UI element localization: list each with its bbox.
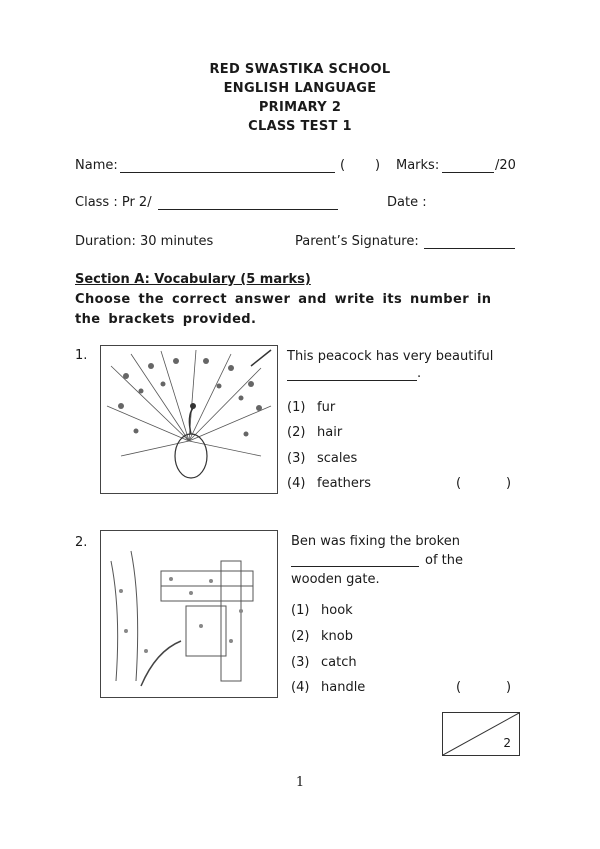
option-text: knob xyxy=(321,629,353,644)
option-text: hair xyxy=(317,425,343,440)
test-title: CLASS TEST 1 xyxy=(248,119,352,134)
option-3 xyxy=(287,451,357,466)
subject-title: ENGLISH LANGUAGE xyxy=(223,81,377,96)
option-1 xyxy=(287,400,335,415)
signature-field[interactable] xyxy=(424,248,515,249)
signature-label: Parent’s Signature: xyxy=(295,234,419,249)
option-1 xyxy=(291,603,353,618)
option-3 xyxy=(291,655,357,670)
duration-text: Duration: 30 minutes xyxy=(75,234,214,249)
stem-period: . xyxy=(417,366,422,381)
answer-bracket-close: ) xyxy=(506,680,512,695)
class-label: Class : Pr 2/ xyxy=(75,195,152,210)
answer-blank[interactable] xyxy=(291,566,419,567)
section-instructions: Choose the correct answer and write its number in the brackets provided. xyxy=(75,292,492,327)
option-number: (4) xyxy=(287,476,306,491)
question-number: 1. xyxy=(75,348,88,363)
answer-bracket-open: ( xyxy=(456,476,462,491)
date-label: Date : xyxy=(387,195,427,210)
option-text: handle xyxy=(321,680,366,695)
school-name: RED SWASTIKA SCHOOL xyxy=(209,62,391,77)
register-bracket-open: ( xyxy=(340,158,346,173)
option-number: (2) xyxy=(287,425,306,440)
option-text: scales xyxy=(317,451,358,466)
question-stem: This peacock has very beautiful xyxy=(287,349,494,364)
peacock-image xyxy=(100,345,278,494)
gate-latch-image xyxy=(100,530,278,698)
section-title: Section A: Vocabulary (5 marks) xyxy=(75,272,311,287)
option-number: (4) xyxy=(291,680,310,695)
option-text: catch xyxy=(321,655,357,670)
name-label: Name: xyxy=(75,158,118,173)
option-number: (1) xyxy=(287,400,306,415)
option-number: (1) xyxy=(291,603,310,618)
option-2 xyxy=(291,629,353,644)
option-text: fur xyxy=(317,400,336,415)
answer-bracket-close: ) xyxy=(506,476,512,491)
option-number: (2) xyxy=(291,629,310,644)
option-4 xyxy=(287,476,371,491)
register-bracket-close: ) xyxy=(375,158,381,173)
option-number: (3) xyxy=(291,655,310,670)
option-text: hook xyxy=(321,603,353,618)
answer-bracket-open: ( xyxy=(456,680,462,695)
page-marks-value: 2 xyxy=(503,736,511,750)
answer-blank[interactable] xyxy=(287,380,417,381)
question-number: 2. xyxy=(75,535,88,550)
question-stem-continuation: of the xyxy=(425,553,463,568)
option-number: (3) xyxy=(287,451,306,466)
marks-total: /20 xyxy=(495,158,516,173)
page-number: 1 xyxy=(295,775,305,790)
name-field[interactable] xyxy=(120,172,335,173)
question-stem: Ben was fixing the broken xyxy=(291,534,460,549)
option-text: feathers xyxy=(317,476,371,491)
question-stem-end: wooden gate. xyxy=(291,572,380,587)
option-4 xyxy=(291,680,365,695)
class-field[interactable] xyxy=(158,209,338,210)
option-2 xyxy=(287,425,342,440)
page-marks-box xyxy=(442,712,520,756)
marks-field[interactable] xyxy=(442,172,494,173)
marks-label: Marks: xyxy=(396,158,440,173)
level-title: PRIMARY 2 xyxy=(258,100,342,115)
